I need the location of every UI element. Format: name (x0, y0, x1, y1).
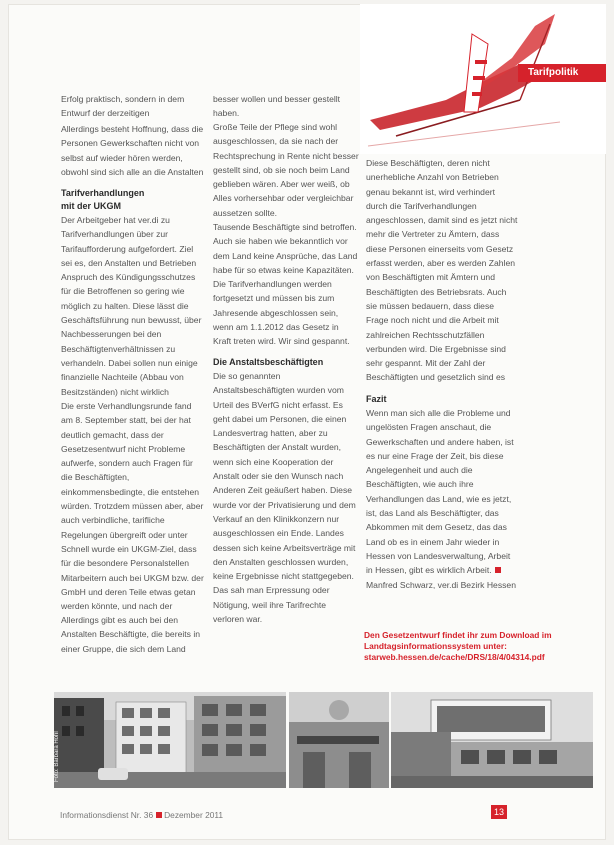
separator-mark (156, 812, 162, 818)
paragraph: besser wollen und besser gestellt haben. (213, 94, 341, 119)
download-note: Den Gesetzentwurf findet ihr zum Download im Landtagsinformationssystem unter: starweb.hessen.de/cache/DRS/18/4/04314.pdf (364, 630, 552, 662)
end-mark (495, 567, 501, 573)
paragraph: Schnell wurde ein UKGM-Ziel, dass für die besondere Personalstellen Mitarbeitern auch bei UKGM bzw. der GmbH und deren Teile etwas getan werden könnte, und nach der (61, 544, 204, 612)
text-column-2 (213, 92, 359, 626)
heading: Fazit (366, 394, 387, 404)
publication-name: Informationsdienst Nr. 36 (60, 810, 154, 820)
photo-building-entrance (289, 692, 389, 788)
paragraph: Allerdings besteht Hoffnung, dass die Personen Gewerkschaften nicht von selbst auf wieder hören werden, obwohl sind sich alle an die Anstalten (61, 124, 204, 177)
page-footer (60, 810, 223, 820)
heading: Tarifverhandlungen mit der UKGM (61, 188, 145, 211)
section-tab: Tarifpolitik (518, 64, 606, 82)
paragraph: Die Tarifverhandlungen werden fortgesetzt und müssen bis zum Jahresende abgeschlossen sein, wenn am 1.1.2012 das Gesetz in Kraft treten wird. Wir sind gespannt. (213, 279, 350, 347)
photo-clinic-building (54, 692, 286, 788)
paragraph: Die so genannten Anstaltsbeschäftigten wurden vom Urteil des BVerfG nicht erfasst. Es geht dabei um Personen, die einen Landesvertrag hatten, aber zu Beschäftigten der Anstalt wurden, wenn sich eine Kooperation der Anstalt oder sie den Wunsch nach Anderen Zeit geäußert haben. Diese wurde vor der Privatisierung und dem Verkauf an den Klinikkonzern nur ausgeschlossen ein Ende. Landes dessen sich keine Arbeitsverträge mit den Anstalten geschlossen wurden, keine Ergebnisse nicht stattgegeben. Das sah man Erpressung oder Nötigung, weil ihre Tarifrechte verloren war. (213, 371, 356, 625)
page-number: 13 (491, 805, 507, 819)
paragraph: Allerdings gibt es auch bei den Anstalten Beschäftigte, die bereits in einer Gruppe, die sich dem Land (61, 615, 201, 654)
paragraph: Große Teile der Pflege sind wohl ausgeschlossen, da sie nach der Rechtsprechung in Rente nicht besser gestellt sind, ob sie noch beim Land geblieben wären. Aber wer weiß, ob Alles vorhersehbar oder vergleichbar aussetzen sollte. (213, 122, 359, 218)
paragraph: Erfolg praktisch, sondern in dem Entwurf der derzeitigen (61, 94, 185, 119)
text-column-3 (366, 156, 518, 592)
paragraph: Wenn man sich alle die Probleme und ungelösten Fragen anschaut, die Gewerkschaften und andere haben, ist es nur eine Frage der Zeit, bis diese Angelegenheit und auch die Beschäftigten, wie auch ihre Verhandlungen das Land, wie es jetzt, ist, das Land als Beschäftigter, das Abkommen mit dem Gesetz, das das Land ob es in einem Jahr wieder in Hessen von Landesverwaltung, Arbeit in Hessen, gibt es wirklich Arbeit. (366, 408, 514, 576)
paragraph: Tausende Beschäftigte sind betroffen. Auch sie haben wie bekanntlich vor dem Land keine Ansprüche, das Land habe für so etwas keine Kapazitäten. (213, 222, 358, 275)
magazine-page (8, 4, 606, 840)
paragraph: Der Arbeitgeber hat ver.di zu Tarifverhandlungen über zur Tarifaufforderung aufgefordert. Ziel sei es, den Anstalten und Betrieben Anspruch des Kündigungsschutzes für die Betroffenen so gering wie möglich zu halten. Diese lässt die Geschäftsführung nun bewusst, über Nachbesserungen bei den Beschäftigtenverhältnissen zu verhandeln. Dabei sollen nun einige finanzielle Nachteile (Abbau von Besitzständen) nicht wirklich (61, 215, 202, 397)
issue-date: Dezember 2011 (164, 810, 224, 820)
paragraph: Diese Beschäftigten, deren nicht unerhebliche Anzahl von Betrieben genau bekannt ist, wird verhindert durch die Tarifverhandlungen angeschlossen, damit sind es jetzt nicht mehr die Vertreter zu Ämtern, dass diese Personen einerseits vom Gesetz erfasst werden, aber es werden Zahlen von Beschäftigten mit Ämtern und Beschäftigten des Betriebsrats. Auch sie müssen bedauern, dass diese Frage noch nicht und die Arbeit mit zahlreichen Rechtsschutzfällen verbunden wird. Die Ergebnisse sind sehr gespannt. Mit der Zahl der Beschäftigten und gesetzlich sind es (366, 158, 518, 383)
author-line: Manfred Schwarz, ver.di Bezirk Hessen (366, 579, 516, 590)
heading: Die Anstaltsbeschäftigten (213, 357, 324, 367)
paragraph: Die erste Verhandlungsrunde fand am 8. September statt, bei der hat deutlich gemacht, dass der Gesetzesentwurf nicht Probleme aufwerfe, sondern auch Fragen für die Beschäftigten, einkommensbedingte, die entstehen würden. Trotzdem müssen aber, aber auch verbindliche, tarifliche Regelungen übergreift oder unter (61, 401, 204, 540)
photo-modern-building (391, 692, 593, 788)
text-column-1 (61, 92, 205, 656)
photo-credit: Foto: Barbara Hohl (54, 731, 60, 782)
